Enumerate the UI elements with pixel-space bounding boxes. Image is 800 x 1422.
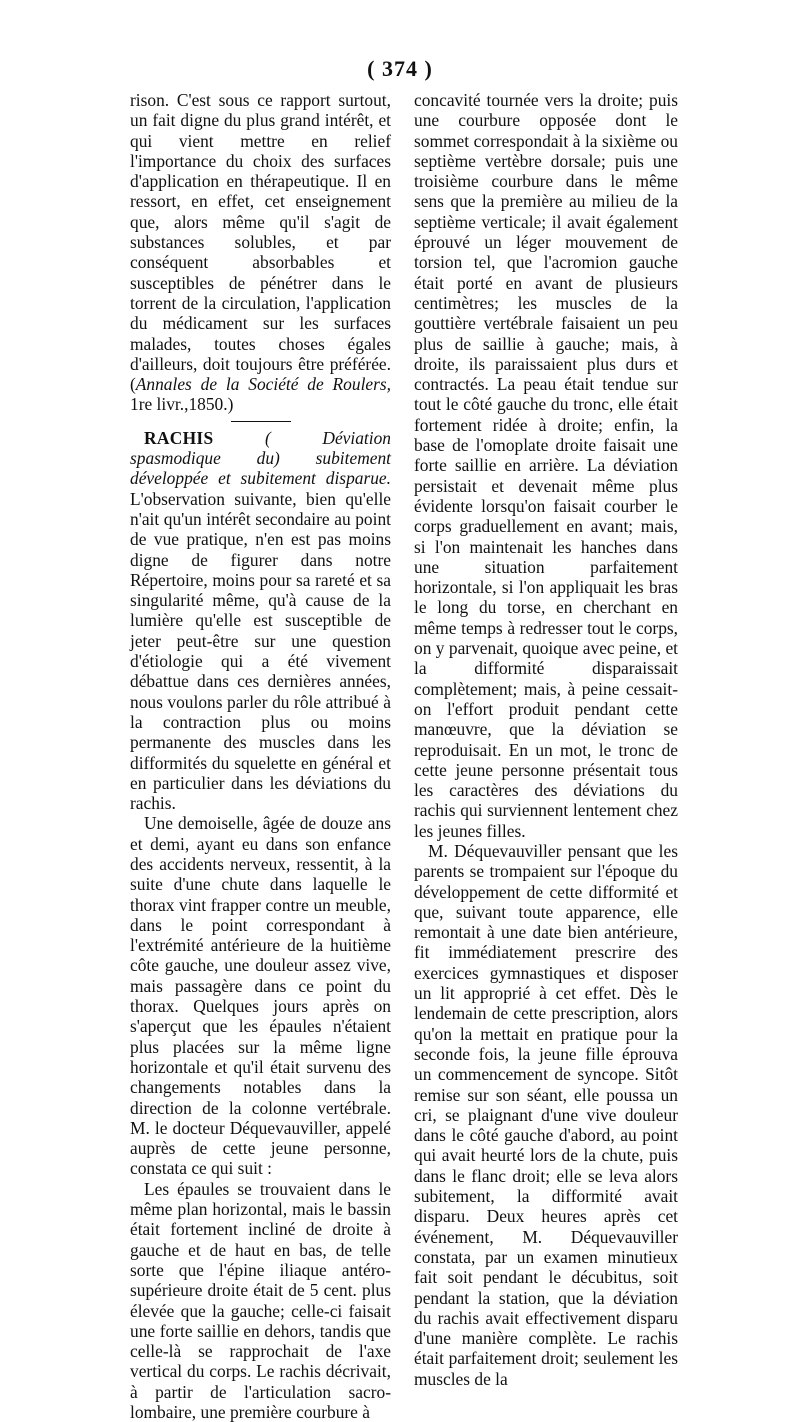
entry-subject: ( Déviation spasmodique du) subitement développée et subitement disparue. <box>130 427 391 489</box>
paragraph-text: rison. C'est sous ce rapport surtout, un fait digne du plus grand intérêt, et qui vient mettre en relief l'importance du choix des surfaces d'application en thérapeutique. Il en ressort, en effet, cet enseignement que, alors même qu'il s'agit de substances solubles, et par conséquent absorbables et susceptibles de pénétrer dans le torrent de la circulation, l'application du médicament sur les surfaces malades, toutes choses égales d'ailleurs, doit toujours être préférée. ( <box>130 90 391 395</box>
paragraph: concavité tournée vers la droite; puis une courbure opposée dont le sommet correspondait à la sixième ou septième vertèbre dorsale; puis une troisième courbure dans le même sens que la première au milieu de la septième verticale; il avait également éprouvé un léger mouvement de torsion tel, que l'acromion gauche était porté en avant de plusieurs centimètres; les muscles de la gouttière vertébrale faisaient un peu plus de saillie à gauche; mais, à droite, ils paraissaient plus durs et contractés. La peau était tendue sur tout le côté gauche du tronc, elle était fortement ridée à droite; enfin, la base de l'omoplate droite faisait une forte saillie en arrière. La déviation persistait et devenait même plus évidente lorsqu'on faisait courber le corps graduellement en avant; mais, si l'on maintenait les hanches dans une situation parfaitement horizontale, si l'on appliquait les bras le long du torse, en cherchant en même temps à redresser tout le corps, on y parvenait, quoique avec peine, et la difformité disparaissait complètement; mais, à peine cessait-on l'effort produit pendant cette manœuvre, que la déviation se reproduisait. En un mot, le tronc de cette jeune personne présentait tous les caractères des déviations du rachis qui surviennent lentement chez les jeunes filles. <box>414 90 678 841</box>
citation: Annales de la Société de Roulers, <box>135 374 391 395</box>
entry-paragraph <box>130 428 391 814</box>
citation-end: 1re livr.,1850.) <box>130 394 234 415</box>
entry-body: L'observation suivante, bien qu'elle n'ait qu'un intérêt secondaire au point de vue pratique, n'en est pas moins digne de figurer dans notre Répertoire, moins pour sa rareté et sa singularité même, qu'à cause de la lumière qu'elle est susceptible de jeter peut-être sur une question d'étiologie qui a été vivement débattue dans ces dernières années, nous voulons parler du rôle attribué à la contraction plus ou moins permanente des muscles dans les difformités du squelette en général et en particulier dans les déviations du rachis. <box>130 488 391 814</box>
page-number: ( 374 ) <box>367 56 433 81</box>
left-column <box>130 90 391 1422</box>
section-divider <box>231 421 291 422</box>
paragraph: M. Déquevauviller pensant que les parents se trompaient sur l'époque du développement de cette difformité et que, suivant toute apparence, elle remontait à une date bien antérieure, fit immédiatement prescrire des exercices gymnastiques et disposer un lit approprié à cet effet. Dès le lendemain de cette prescription, alors qu'on la mettait en pratique pour la seconde fois, la jeune fille éprouva un commencement de syncope. Sitôt remise sur son séant, elle poussa un cri, se plaignant d'une vive douleur dans le côté gauche d'abord, au point qui avait heurté lors de la chute, puis dans le flanc droit; elle se leva alors subitement, la difformité avait disparu. Deux heures après cet événement, M. Déquevauviller constata, par un examen minutieux fait soit pendant le décubitus, soit pendant la station, que la déviation du rachis avait effectivement disparu d'une manière complète. Le rachis était parfaitement droit; seulement les muscles de la <box>414 840 678 1389</box>
paragraph <box>130 90 391 415</box>
paragraph: Les épaules se trouvaient dans le même plan horizontal, mais le bassin était fortement incliné de droite à gauche et de haut en bas, de telle sorte que l'épine iliaque antéro-supérieure droite était de 5 cent. plus élevée que la gauche; celle-ci faisait une forte saillie en dehors, tandis que celle-là se rapprochait de l'axe vertical du corps. Le rachis décrivait, à partir de l'articulation sacro-lombaire, une première courbure à <box>130 1178 391 1422</box>
paragraph: Une demoiselle, âgée de douze ans et demi, ayant eu dans son enfance des accidents nerveux, ressentit, à la suite d'une chute dans laquelle le thorax vint frapper contre un meuble, dans le point correspondant à l'extrémité antérieure de la huitième côte gauche, une douleur assez vive, mais passagère dans ce point du thorax. Quelques jours après on s'aperçut que les épaules n'étaient plus placées sur la même ligne horizontale et qu'il était survenu des changements notables dans la direction de la colonne vertébrale. M. le docteur Déquevauviller, appelé auprès de cette jeune personne, constata ce qui suit : <box>130 813 391 1179</box>
entry-heading: RACHIS <box>144 427 214 448</box>
right-column <box>414 90 678 1389</box>
